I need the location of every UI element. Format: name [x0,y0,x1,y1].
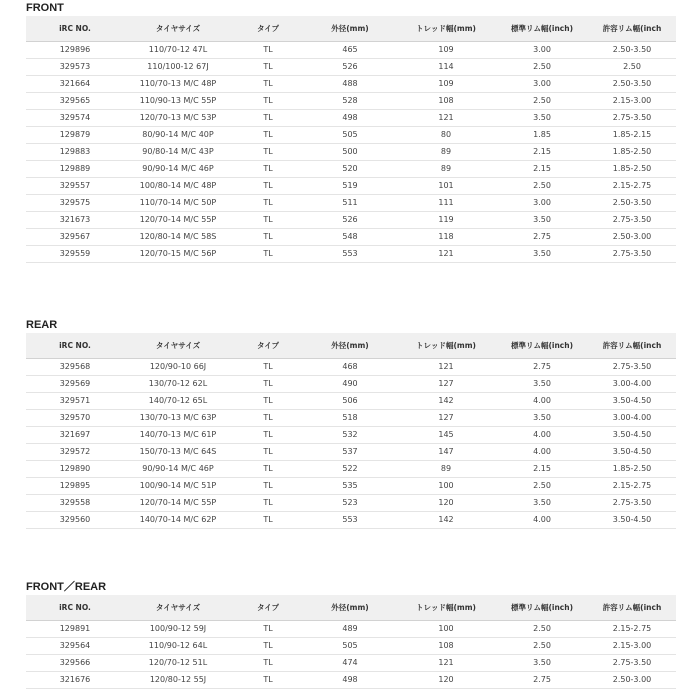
column-header: 許容リム幅(inch [588,333,676,358]
section-title: FRONT [26,2,64,14]
outer-diameter-cell: 553 [304,511,396,528]
type-cell: TL [232,228,304,245]
outer-diameter-cell: 489 [304,620,396,637]
outer-diameter-cell: 511 [304,194,396,211]
irc-no-cell: 329566 [26,654,124,671]
outer-diameter-cell: 490 [304,375,396,392]
type-cell: TL [232,143,304,160]
tread-width-cell: 108 [396,92,496,109]
table-row [26,494,676,511]
tread-width-cell: 147 [396,443,496,460]
type-cell: TL [232,426,304,443]
table-row [26,194,676,211]
standard-rim-width-cell: 2.50 [496,92,588,109]
table-row [26,392,676,409]
irc-no-cell: 129883 [26,143,124,160]
irc-no-cell: 329568 [26,358,124,375]
table-row [26,654,676,671]
tire-size-cell: 130/70-12 62L [124,375,232,392]
standard-rim-width-cell: 2.15 [496,160,588,177]
standard-rim-width-cell: 2.50 [496,177,588,194]
outer-diameter-cell: 468 [304,358,396,375]
irc-no-cell: 321676 [26,671,124,688]
irc-no-cell: 321697 [26,426,124,443]
tire-size-cell: 120/80-14 M/C 58S [124,228,232,245]
column-header: iRC NO. [26,595,124,620]
type-cell: TL [232,41,304,58]
tire-size-cell: 120/80-12 55J [124,671,232,688]
outer-diameter-cell: 522 [304,460,396,477]
table-row [26,426,676,443]
tread-width-cell: 121 [396,109,496,126]
tread-width-cell: 119 [396,211,496,228]
tire-size-cell: 120/70-15 M/C 56P [124,245,232,262]
type-cell: TL [232,75,304,92]
standard-rim-width-cell: 3.50 [496,654,588,671]
tread-width-cell: 121 [396,654,496,671]
standard-rim-width-cell: 3.00 [496,194,588,211]
section-title: REAR [26,319,58,331]
front-rear-spec-table [26,595,676,689]
allowed-rim-width-cell: 2.75-3.50 [588,654,676,671]
table-row [26,637,676,654]
tire-size-cell: 100/80-14 M/C 48P [124,177,232,194]
standard-rim-width-cell: 2.15 [496,143,588,160]
table-row [26,75,676,92]
tire-size-cell: 110/100-12 67J [124,58,232,75]
allowed-rim-width-cell: 2.75-3.50 [588,109,676,126]
tread-width-cell: 80 [396,126,496,143]
allowed-rim-width-cell: 1.85-2.50 [588,160,676,177]
tread-width-cell: 109 [396,41,496,58]
tire-size-cell: 120/70-13 M/C 53P [124,109,232,126]
section-title: FRONT／REAR [26,581,107,593]
allowed-rim-width-cell: 1.85-2.50 [588,460,676,477]
allowed-rim-width-cell: 2.75-3.50 [588,358,676,375]
tire-size-cell: 100/90-12 59J [124,620,232,637]
tire-size-cell: 110/90-12 64L [124,637,232,654]
standard-rim-width-cell: 4.00 [496,392,588,409]
column-header: iRC NO. [26,16,124,41]
type-cell: TL [232,494,304,511]
table-row [26,92,676,109]
allowed-rim-width-cell: 2.75-3.50 [588,245,676,262]
tire-size-cell: 150/70-13 M/C 64S [124,443,232,460]
outer-diameter-cell: 520 [304,160,396,177]
tread-width-cell: 118 [396,228,496,245]
tread-width-cell: 120 [396,671,496,688]
table-row [26,245,676,262]
standard-rim-width-cell: 3.00 [496,75,588,92]
column-header: 許容リム幅(inch [588,595,676,620]
standard-rim-width-cell: 2.75 [496,358,588,375]
outer-diameter-cell: 526 [304,211,396,228]
tread-width-cell: 120 [396,494,496,511]
table-row [26,620,676,637]
allowed-rim-width-cell: 2.15-2.75 [588,477,676,494]
tire-size-cell: 80/90-14 M/C 40P [124,126,232,143]
standard-rim-width-cell: 3.00 [496,41,588,58]
irc-no-cell: 329565 [26,92,124,109]
type-cell: TL [232,58,304,75]
column-header: 外径(mm) [304,333,396,358]
type-cell: TL [232,92,304,109]
type-cell: TL [232,409,304,426]
outer-diameter-cell: 498 [304,671,396,688]
tread-width-cell: 121 [396,245,496,262]
column-header: トレッド幅(mm) [396,595,496,620]
column-header: トレッド幅(mm) [396,333,496,358]
allowed-rim-width-cell: 2.75-3.50 [588,494,676,511]
allowed-rim-width-cell: 1.85-2.50 [588,143,676,160]
standard-rim-width-cell: 2.75 [496,228,588,245]
column-header: タイプ [232,595,304,620]
table-row [26,460,676,477]
outer-diameter-cell: 500 [304,143,396,160]
tread-width-cell: 89 [396,460,496,477]
allowed-rim-width-cell: 2.75-3.50 [588,211,676,228]
standard-rim-width-cell: 4.00 [496,426,588,443]
allowed-rim-width-cell: 3.50-4.50 [588,426,676,443]
tread-width-cell: 109 [396,75,496,92]
tire-size-cell: 140/70-12 65L [124,392,232,409]
column-header: タイプ [232,16,304,41]
column-header: トレッド幅(mm) [396,16,496,41]
allowed-rim-width-cell: 2.50 [588,58,676,75]
tread-width-cell: 142 [396,511,496,528]
tire-size-cell: 120/90-10 66J [124,358,232,375]
tire-size-cell: 140/70-14 M/C 62P [124,511,232,528]
type-cell: TL [232,477,304,494]
column-header: iRC NO. [26,333,124,358]
tread-width-cell: 111 [396,194,496,211]
standard-rim-width-cell: 3.50 [496,494,588,511]
outer-diameter-cell: 553 [304,245,396,262]
table-header-row [26,333,676,358]
allowed-rim-width-cell: 2.50-3.50 [588,75,676,92]
outer-diameter-cell: 526 [304,58,396,75]
allowed-rim-width-cell: 2.15-2.75 [588,620,676,637]
irc-no-cell: 329570 [26,409,124,426]
irc-no-cell: 329557 [26,177,124,194]
standard-rim-width-cell: 2.15 [496,460,588,477]
standard-rim-width-cell: 2.50 [496,477,588,494]
tire-size-cell: 90/90-14 M/C 46P [124,160,232,177]
standard-rim-width-cell: 2.50 [496,620,588,637]
irc-no-cell: 329560 [26,511,124,528]
irc-no-cell: 329569 [26,375,124,392]
standard-rim-width-cell: 2.75 [496,671,588,688]
tread-width-cell: 142 [396,392,496,409]
outer-diameter-cell: 505 [304,126,396,143]
table-row [26,409,676,426]
column-header: タイヤサイズ [124,595,232,620]
outer-diameter-cell: 528 [304,92,396,109]
column-header: タイヤサイズ [124,333,232,358]
tread-width-cell: 145 [396,426,496,443]
type-cell: TL [232,358,304,375]
allowed-rim-width-cell: 3.50-4.50 [588,443,676,460]
irc-no-cell: 329559 [26,245,124,262]
type-cell: TL [232,109,304,126]
outer-diameter-cell: 537 [304,443,396,460]
tire-size-cell: 110/70-12 47L [124,41,232,58]
type-cell: TL [232,443,304,460]
type-cell: TL [232,654,304,671]
table-row [26,375,676,392]
type-cell: TL [232,460,304,477]
standard-rim-width-cell: 2.50 [496,637,588,654]
column-header: 外径(mm) [304,16,396,41]
allowed-rim-width-cell: 3.00-4.00 [588,375,676,392]
type-cell: TL [232,392,304,409]
standard-rim-width-cell: 3.50 [496,375,588,392]
tread-width-cell: 100 [396,477,496,494]
outer-diameter-cell: 535 [304,477,396,494]
standard-rim-width-cell: 4.00 [496,443,588,460]
table-row [26,511,676,528]
outer-diameter-cell: 532 [304,426,396,443]
table-row [26,109,676,126]
type-cell: TL [232,637,304,654]
standard-rim-width-cell: 3.50 [496,245,588,262]
irc-no-cell: 329574 [26,109,124,126]
standard-rim-width-cell: 3.50 [496,109,588,126]
type-cell: TL [232,211,304,228]
outer-diameter-cell: 465 [304,41,396,58]
type-cell: TL [232,620,304,637]
column-header: タイプ [232,333,304,358]
table-header-row [26,16,676,41]
tread-width-cell: 89 [396,143,496,160]
outer-diameter-cell: 506 [304,392,396,409]
allowed-rim-width-cell: 3.50-4.50 [588,511,676,528]
type-cell: TL [232,245,304,262]
outer-diameter-cell: 519 [304,177,396,194]
table-row [26,358,676,375]
table-row [26,160,676,177]
tread-width-cell: 127 [396,375,496,392]
type-cell: TL [232,126,304,143]
table-row [26,177,676,194]
type-cell: TL [232,177,304,194]
table-header-row [26,595,676,620]
standard-rim-width-cell: 4.00 [496,511,588,528]
table-row [26,41,676,58]
table-row [26,671,676,688]
irc-no-cell: 129889 [26,160,124,177]
type-cell: TL [232,671,304,688]
allowed-rim-width-cell: 1.85-2.15 [588,126,676,143]
tread-width-cell: 108 [396,637,496,654]
table-row [26,477,676,494]
tire-size-cell: 130/70-13 M/C 63P [124,409,232,426]
irc-no-cell: 129890 [26,460,124,477]
allowed-rim-width-cell: 2.15-3.00 [588,92,676,109]
outer-diameter-cell: 505 [304,637,396,654]
tread-width-cell: 100 [396,620,496,637]
standard-rim-width-cell: 2.50 [496,58,588,75]
irc-no-cell: 321664 [26,75,124,92]
irc-no-cell: 329558 [26,494,124,511]
standard-rim-width-cell: 3.50 [496,211,588,228]
irc-no-cell: 321673 [26,211,124,228]
tire-size-cell: 90/80-14 M/C 43P [124,143,232,160]
tire-size-cell: 120/70-14 M/C 55P [124,211,232,228]
tread-width-cell: 127 [396,409,496,426]
allowed-rim-width-cell: 2.15-3.00 [588,637,676,654]
table-row [26,211,676,228]
tread-width-cell: 114 [396,58,496,75]
column-header: 外径(mm) [304,595,396,620]
column-header: 標準リム幅(inch) [496,333,588,358]
irc-no-cell: 329564 [26,637,124,654]
type-cell: TL [232,511,304,528]
tread-width-cell: 89 [396,160,496,177]
table-row [26,228,676,245]
table-row [26,58,676,75]
tread-width-cell: 101 [396,177,496,194]
outer-diameter-cell: 488 [304,75,396,92]
allowed-rim-width-cell: 2.50-3.00 [588,671,676,688]
tire-size-cell: 120/70-14 M/C 55P [124,494,232,511]
standard-rim-width-cell: 1.85 [496,126,588,143]
table-row [26,143,676,160]
tire-size-cell: 140/70-13 M/C 61P [124,426,232,443]
tire-size-cell: 110/70-13 M/C 48P [124,75,232,92]
standard-rim-width-cell: 3.50 [496,409,588,426]
table-row [26,443,676,460]
irc-no-cell: 129879 [26,126,124,143]
tire-size-cell: 120/70-12 51L [124,654,232,671]
allowed-rim-width-cell: 3.00-4.00 [588,409,676,426]
allowed-rim-width-cell: 3.50-4.50 [588,392,676,409]
outer-diameter-cell: 474 [304,654,396,671]
table-row [26,126,676,143]
column-header: タイヤサイズ [124,16,232,41]
allowed-rim-width-cell: 2.50-3.50 [588,194,676,211]
tire-size-cell: 90/90-14 M/C 46P [124,460,232,477]
type-cell: TL [232,375,304,392]
outer-diameter-cell: 518 [304,409,396,426]
front-spec-table [26,16,676,263]
outer-diameter-cell: 498 [304,109,396,126]
type-cell: TL [232,194,304,211]
allowed-rim-width-cell: 2.15-2.75 [588,177,676,194]
allowed-rim-width-cell: 2.50-3.00 [588,228,676,245]
allowed-rim-width-cell: 2.50-3.50 [588,41,676,58]
tread-width-cell: 121 [396,358,496,375]
tire-size-cell: 110/90-13 M/C 55P [124,92,232,109]
outer-diameter-cell: 523 [304,494,396,511]
tire-size-cell: 100/90-14 M/C 51P [124,477,232,494]
column-header: 許容リム幅(inch [588,16,676,41]
irc-no-cell: 329571 [26,392,124,409]
irc-no-cell: 329572 [26,443,124,460]
irc-no-cell: 329573 [26,58,124,75]
irc-no-cell: 129891 [26,620,124,637]
rear-spec-table [26,333,676,529]
tire-size-cell: 110/70-14 M/C 50P [124,194,232,211]
irc-no-cell: 329567 [26,228,124,245]
column-header: 標準リム幅(inch) [496,595,588,620]
irc-no-cell: 129896 [26,41,124,58]
outer-diameter-cell: 548 [304,228,396,245]
irc-no-cell: 329575 [26,194,124,211]
irc-no-cell: 129895 [26,477,124,494]
column-header: 標準リム幅(inch) [496,16,588,41]
type-cell: TL [232,160,304,177]
